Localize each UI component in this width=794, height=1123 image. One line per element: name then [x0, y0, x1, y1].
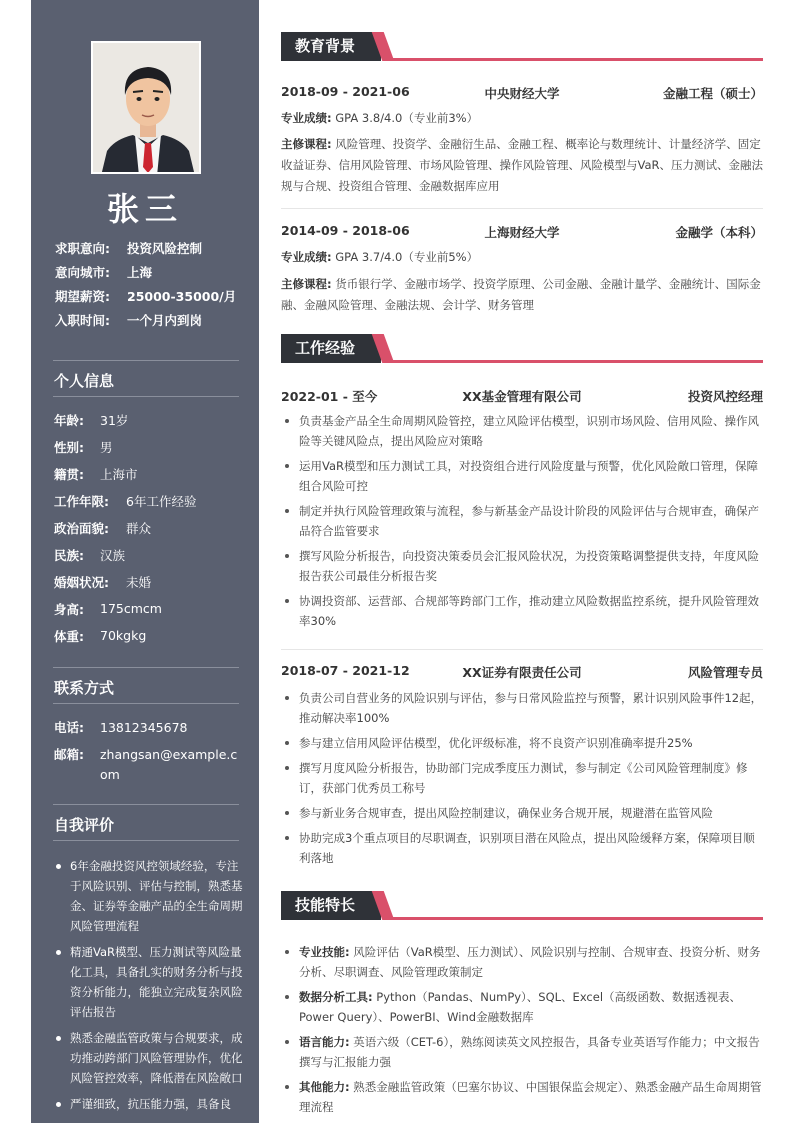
skill-item — [281, 1077, 763, 1117]
info-value: 男 — [100, 439, 113, 455]
job-intent — [55, 237, 245, 333]
score-value: GPA 3.8/4.0（专业前3%） — [335, 111, 479, 125]
duty-item: 撰写风险分析报告，向投资决策委员会汇报风险状况，为投资策略调整提供支持，年度风险报告获公司最佳分析报告奖 — [281, 546, 763, 586]
education-major: 金融学（本科） — [675, 225, 763, 240]
skills-list — [281, 942, 763, 1122]
skill-label: 其他能力: — [299, 1080, 350, 1094]
duty-item: 参与新业务合规审查，提出风险控制建议，确保业务合规开展，规避潜在监管风险 — [281, 803, 763, 823]
info-label: 身高: — [54, 601, 84, 617]
divider — [53, 703, 239, 704]
info-row — [54, 460, 244, 487]
education-score — [281, 247, 763, 268]
info-row — [54, 514, 244, 541]
info-value: 70kgkg — [100, 628, 147, 643]
info-row — [54, 568, 244, 595]
education-header — [281, 32, 763, 64]
duty-item: 制定并执行风险管理政策与流程，参与新基金产品设计阶段的风险评估与合规审查，确保产品符合监管要求 — [281, 501, 763, 541]
intent-row — [55, 237, 245, 261]
info-value: 汉族 — [100, 547, 126, 563]
work-company: XX基金管理有限公司 — [462, 389, 582, 404]
info-value: 175cmcm — [100, 601, 162, 616]
work-duties — [281, 688, 763, 873]
self-eval-item: 严谨细致，抗压能力强，具备良 — [54, 1094, 244, 1114]
duty-item: 协助完成3个重点项目的尽职调查，识别项目潜在风险点，提出风险缓释方案，保障项目顺利落地 — [281, 828, 763, 868]
info-label: 婚姻状况: — [54, 574, 109, 590]
intent-label: 意向城市: — [55, 265, 110, 280]
score-value: GPA 3.7/4.0（专业前5%） — [335, 250, 479, 264]
divider — [53, 360, 239, 361]
contact-info — [54, 718, 244, 792]
divider — [53, 396, 239, 397]
work-date: 2018-07 - 2021-12 — [281, 663, 410, 678]
phone-value: 13812345678 — [100, 720, 188, 735]
duty-item: 负责基金产品全生命周期风险管控，建立风险评估模型，识别市场风险、信用风险、操作风险等关键风险点，提出风险应对策略 — [281, 411, 763, 451]
skill-value: 熟悉金融监管政策（巴塞尔协议、中国银保监会规定）、熟悉金融产品生命周期管理流程 — [299, 1080, 762, 1114]
info-value: 上海市 — [100, 466, 138, 482]
skill-item — [281, 942, 763, 982]
self-eval-item: 精通VaR模型、压力测试等风险量化工具，具备扎实的财务分析与投资分析能力，能独立完成复杂风险评估报告 — [54, 942, 244, 1022]
info-value: 6年工作经验 — [126, 493, 197, 509]
info-row — [54, 433, 244, 460]
courses-value: 风险管理、投资学、金融衍生品、金融工程、概率论与数理统计、计量经济学、固定收益证券、信用风险管理、市场风险管理、操作风险管理、风险模型与VaR、压力测试、金融法规与合规、投资组合管理、金融数据库应用 — [281, 137, 764, 193]
duty-item: 参与建立信用风险评估模型，优化评级标准，将不良资产识别准确率提升25% — [281, 733, 763, 753]
intent-value: 一个月内到岗 — [127, 313, 203, 328]
phone-label: 电话: — [54, 720, 84, 735]
skill-value: Python（Pandas、NumPy）、SQL、Excel（高级函数、数据透视表、Power Query）、PowerBI、Wind金融数据库 — [299, 990, 742, 1024]
work-role: 投资风控经理 — [687, 389, 763, 404]
education-score — [281, 108, 763, 129]
intent-row — [55, 309, 245, 333]
info-value: 未婚 — [126, 574, 152, 590]
education-school: 上海财经大学 — [484, 225, 560, 240]
header-line — [391, 360, 763, 363]
info-row — [54, 406, 244, 433]
skills-header — [281, 891, 763, 923]
info-label: 籍贯: — [54, 466, 84, 482]
contact-row — [54, 718, 244, 738]
info-label: 体重: — [54, 628, 84, 644]
work-title: 工作经验 — [281, 334, 381, 363]
separator — [281, 649, 763, 650]
work-company: XX证券有限责任公司 — [462, 665, 582, 680]
duty-item: 负责公司自营业务的风险识别与评估，参与日常风险监控与预警，累计识别风险事件12起，推动解决率100% — [281, 688, 763, 728]
work-header — [281, 334, 763, 366]
person-name: 张三 — [106, 190, 183, 228]
intent-label: 期望薪资: — [55, 289, 110, 304]
info-value: 31岁 — [100, 412, 129, 428]
education-date: 2014-09 - 2018-06 — [281, 223, 410, 238]
intent-label: 入职时间: — [55, 313, 110, 328]
courses-label: 主修课程: — [281, 277, 332, 291]
skill-label: 专业技能: — [299, 945, 350, 959]
intent-label: 求职意向: — [55, 241, 110, 256]
profile-photo — [91, 41, 201, 174]
education-title: 教育背景 — [281, 32, 381, 61]
info-row — [54, 622, 244, 649]
courses-label: 主修课程: — [281, 137, 332, 151]
info-row — [54, 487, 244, 514]
skill-value: 风险评估（VaR模型、压力测试）、风险识别与控制、合规审查、投资分析、财务分析、尽职调查、风险管理政策制定 — [299, 945, 761, 979]
personal-info-title: 个人信息 — [54, 372, 115, 390]
education-date: 2018-09 - 2021-06 — [281, 84, 410, 99]
work-entry-header — [281, 387, 763, 405]
contact-row — [54, 745, 244, 785]
info-row — [54, 595, 244, 622]
score-label: 专业成绩: — [281, 111, 332, 125]
header-line — [391, 58, 763, 61]
education-entry-header — [281, 84, 763, 102]
score-label: 专业成绩: — [281, 250, 332, 264]
work-role: 风险管理专员 — [687, 665, 763, 680]
sidebar — [31, 0, 259, 1123]
personal-info — [54, 406, 244, 649]
divider — [53, 667, 239, 668]
header-line — [391, 917, 763, 920]
intent-value: 投资风险控制 — [127, 241, 203, 256]
skill-label: 语言能力: — [299, 1035, 350, 1049]
skills-title: 技能特长 — [281, 891, 381, 920]
education-entry-header — [281, 223, 763, 241]
divider — [53, 840, 239, 841]
self-eval-item: 6年金融投资风控领域经验，专注于风险识别、评估与控制，熟悉基金、证券等金融产品的全生命周期风险管理流程 — [54, 856, 244, 936]
work-duties — [281, 411, 763, 636]
duty-item: 撰写月度风险分析报告，协助部门完成季度压力测试，参与制定《公司风险管理制度》修订，获部门优秀员工称号 — [281, 758, 763, 798]
education-courses — [281, 134, 763, 197]
duty-item: 运用VaR模型和压力测试工具，对投资组合进行风险度量与预警，优化风险敞口管理，保障组合风险可控 — [281, 456, 763, 496]
duty-item: 协调投资部、运营部、合规部等跨部门工作，推动建立风险数据监控系统，提升风险管理效率30% — [281, 591, 763, 631]
separator — [281, 208, 763, 209]
skill-item — [281, 1032, 763, 1072]
education-school: 中央财经大学 — [484, 86, 560, 101]
divider — [53, 804, 239, 805]
info-row — [54, 541, 244, 568]
info-label: 民族: — [54, 547, 84, 563]
courses-value: 货币银行学、金融市场学、投资学原理、公司金融、金融计量学、金融统计、国际金融、金融风险管理、金融法规、会计学、财务管理 — [281, 277, 761, 312]
self-eval-title: 自我评价 — [54, 816, 115, 834]
education-courses — [281, 274, 763, 316]
skill-value: 英语六级（CET-6），熟练阅读英文风控报告，具备专业英语写作能力；中文报告撰写与汇报能力强 — [299, 1035, 760, 1069]
intent-value: 25000-35000/月 — [127, 289, 237, 304]
info-label: 年龄: — [54, 412, 84, 428]
skill-label: 数据分析工具: — [299, 990, 373, 1004]
info-label: 工作年限: — [54, 493, 109, 509]
education-major: 金融工程（硕士） — [662, 86, 763, 101]
work-entry-header — [281, 663, 763, 681]
contact-title: 联系方式 — [54, 679, 115, 697]
intent-row — [55, 285, 245, 309]
skill-item — [281, 987, 763, 1027]
intent-row — [55, 261, 245, 285]
work-date: 2022-01 - 至今 — [281, 389, 378, 404]
self-eval-list — [54, 856, 244, 1120]
info-label: 政治面貌: — [54, 520, 109, 536]
email-value: zhangsan@example.com — [100, 747, 238, 782]
self-eval-item: 熟悉金融监管政策与合规要求，成功推动跨部门风险管理协作，优化风险管控效率，降低潜在风险敞口 — [54, 1028, 244, 1088]
intent-value: 上海 — [127, 265, 153, 280]
email-label: 邮箱: — [54, 747, 84, 762]
info-value: 群众 — [126, 520, 152, 536]
info-label: 性别: — [54, 439, 84, 455]
